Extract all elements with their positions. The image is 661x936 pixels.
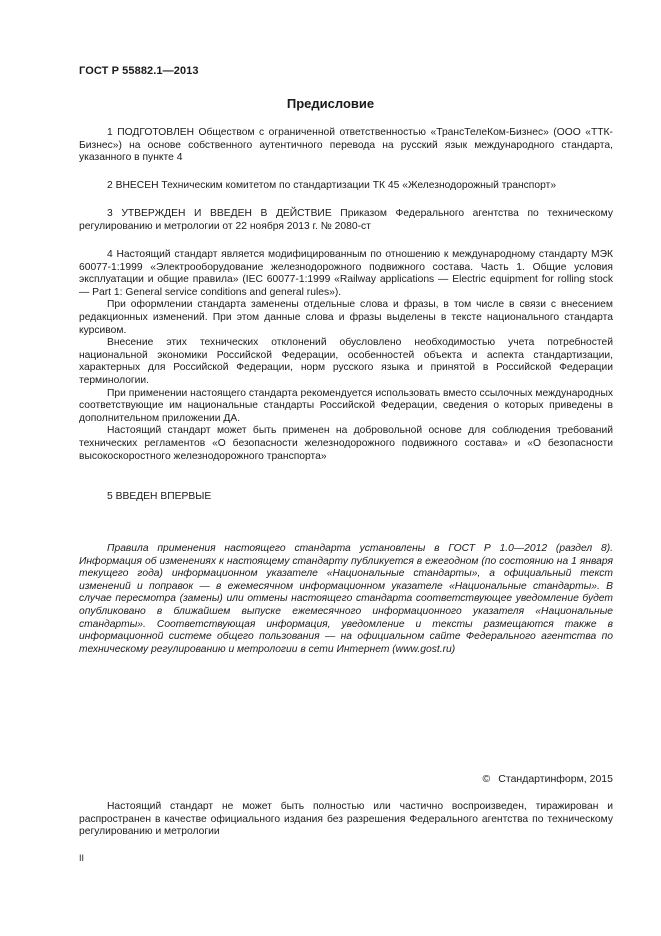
standard-code-header: ГОСТ Р 55882.1—2013	[79, 65, 199, 77]
paragraph-4-voluntary: Настоящий стандарт может быть применен на добровольной основе для соблюдения требований технических регламентов «О безопасности железнодорожного подвижного состава» и «О безопасности высокоскоростного железнодорожного транспорта»	[79, 425, 613, 462]
page-title: Предисловие	[286, 96, 375, 111]
copyright-text: Стандартинформ, 2015	[498, 773, 613, 785]
paragraph-5	[79, 491, 613, 504]
copyright-line	[483, 773, 613, 785]
paragraph-4-references: При применении настоящего стандарта рекомендуется использовать вместо ссылочных международных соответствующие им национальные стандарты Российской Федерации, сведения о которых приведены в дополнительном приложении ДА.	[79, 387, 613, 424]
italic-notice-text: Правила применения настоящего стандарта установлены в ГОСТ Р 1.0—2012 (раздел 8). Информация об изменениях к настоящему стандарту публикуется в ежегодном (по состоянию на 1 января текущего года) информационном указателе «Национальные стандарты», а официальный текст изменений и поправок — в ежемесячном информационном указателе «Национальные стандарты». В случае пересмотра (замены) или отмены настоящего стандарта соответствующее уведомление будет опубликовано в ближайшем выпуске ежемесячного информационного указателя «Национальные стандарты». Соответствующая информация, уведомление и тексты размещаются также в информационной системе общего пользования — на официальном сайте Федерального агентства по техническому регулированию и метрологии в сети Интернет (www.gost.ru)	[79, 543, 613, 655]
paragraph-3	[79, 208, 613, 233]
italic-notice-block	[79, 543, 613, 656]
paragraph-1-text: 1 ПОДГОТОВЛЕН Обществом с ограниченной ответственностью «ТрансТелеКом-Бизнес» (ООО «ТТК-Бизнес») на основе собственного аутентичного перевода на русский язык международного стандарта, указанного в пункте 4	[79, 127, 613, 164]
paragraph-4	[79, 249, 613, 463]
paragraph-4-changes: При оформлении стандарта заменены отдельные слова и фразы, в том числе в связи с внесением редакционных изменений. При этом данные слова и фразы выделены в тексте национального стандарта курсивом.	[79, 299, 613, 336]
reproduction-notice	[79, 801, 613, 839]
paragraph-4-main: 4 Настоящий стандарт является модифицированным по отношению к международному стандарту МЭК 60077-1:1999 «Электрооборудование железнодорожного подвижного состава. Часть 1. Общие условия эксплуатации и общие правила» (IEC 60077-1:1999 «Railway applications — Electric equipment for rolling stock — Part 1: General service conditions and general rules»).	[79, 249, 613, 298]
paragraph-2	[79, 180, 613, 193]
page-number: II	[79, 853, 85, 863]
paragraph-3-text: 3 УТВЕРЖДЕН И ВВЕДЕН В ДЕЙСТВИЕ Приказом Федерального агентства по техническому регулированию и метрологии от 22 ноября 2013 г. № 2080-ст	[79, 208, 613, 232]
paragraph-4-deviations: Внесение этих технических отклонений обусловлено необходимостью учета потребностей национальной экономики Российской Федерации, особенностей объекта и аспекта стандартизации, характерных для Российской Федерации, норм русского языка и принятой в Российской Федерации терминологии.	[79, 337, 613, 386]
paragraph-2-text: 2 ВНЕСЕН Техническим комитетом по стандартизации ТК 45 «Железнодорожный транспорт»	[107, 180, 557, 191]
paragraph-5-text: 5 ВВЕДЕН ВПЕРВЫЕ	[107, 491, 212, 502]
copyright-icon: ©	[482, 773, 491, 785]
reproduction-notice-text: Настоящий стандарт не может быть полностью или частично воспроизведен, тиражирован и распространен в качестве официального издания без разрешения Федерального агентства по техническому регулированию и метрологии	[79, 801, 613, 838]
paragraph-1	[79, 127, 613, 165]
